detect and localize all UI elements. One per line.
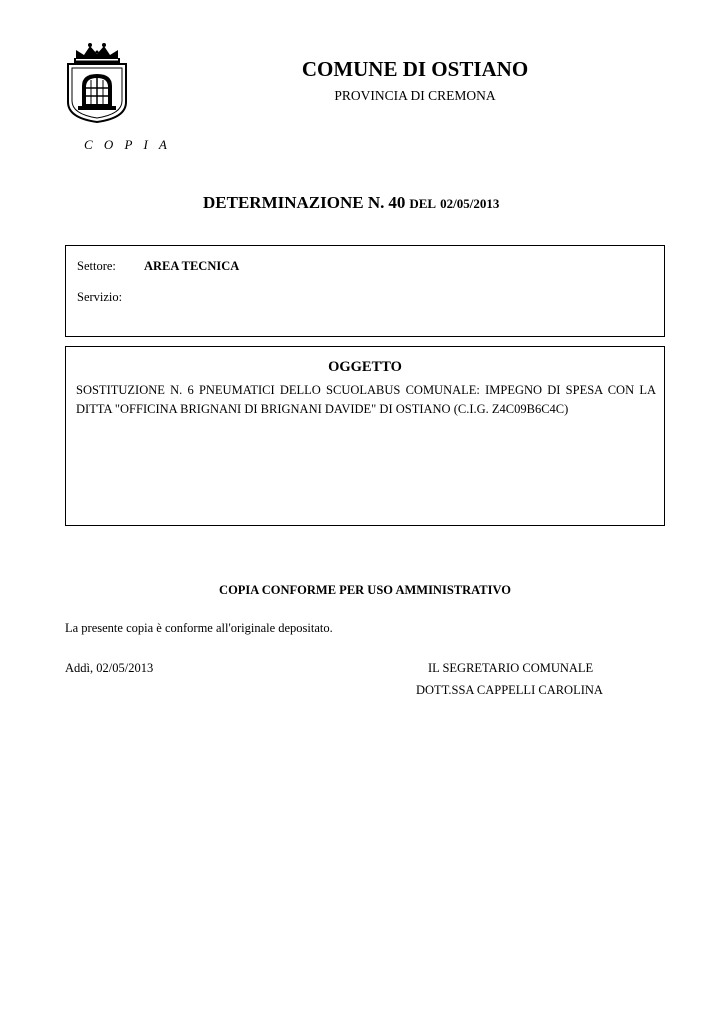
determination-number: 40	[388, 193, 406, 212]
copy-stamp: C O P I A	[84, 137, 171, 152]
conforme-text: La presente copia è conforme all'originale depositato.	[65, 621, 333, 635]
determination-heading	[203, 193, 499, 213]
subject-text: SOSTITUZIONE N. 6 PNEUMATICI DELLO SCUOLABUS COMUNALE: IMPEGNO DI SPESA CON LA DITTA "OFFICINA BRIGNANI DI BRIGNANI DAVIDE" DI OSTIANO (C.I.G. Z4C09B6C4C)	[76, 383, 656, 416]
signer-name: DOTT.SSA CAPPELLI CAROLINA	[416, 683, 603, 697]
determination-date: 02/05/2013	[440, 196, 500, 211]
settore-value: AREA TECNICA	[144, 259, 240, 273]
determination-label: DETERMINAZIONE N.	[203, 193, 385, 212]
municipality-title: COMUNE DI OSTIANO	[301, 57, 529, 81]
servizio-label: Servizio:	[77, 290, 123, 304]
subject-box	[65, 346, 665, 526]
settore-label: Settore:	[77, 259, 116, 273]
info-box	[65, 245, 665, 337]
conforme-title: COPIA CONFORME PER USO AMMINISTRATIVO	[219, 583, 511, 597]
place-date: Addì, 02/05/2013	[65, 661, 154, 675]
municipal-crest-icon	[64, 42, 130, 124]
determination-date-label: DEL	[409, 196, 437, 211]
subject-title: OGGETTO	[328, 359, 402, 375]
signer-role: IL SEGRETARIO COMUNALE	[428, 661, 594, 675]
province-subtitle: PROVINCIA DI CREMONA	[334, 88, 496, 103]
